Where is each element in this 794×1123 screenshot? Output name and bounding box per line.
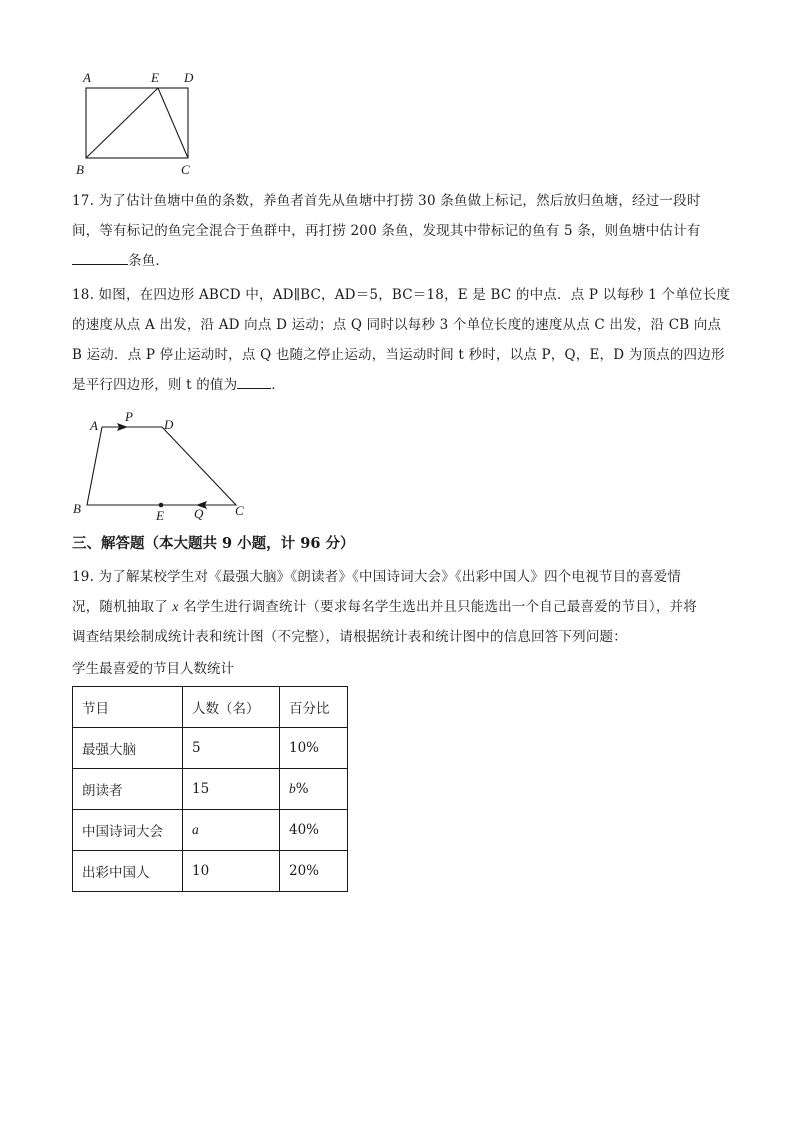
answer-blank-17[interactable] <box>72 250 128 265</box>
question-19-line-2-end: 名学生进行调查统计（要求每名学生选出并且只能选出一个自己最喜爱的节目），并将 <box>178 599 697 615</box>
cell-count: 10 <box>183 851 280 892</box>
question-17-line-1: 17. 为了估计鱼塘中鱼的条数，养鱼者首先从鱼塘中打捞 30 条鱼做上标记，然后放归鱼塘，经过一段时 <box>72 193 701 209</box>
cell-program: 中国诗词大会 <box>73 810 183 851</box>
trapezoid-figure <box>66 405 266 525</box>
percent-value: % <box>295 781 309 797</box>
table-row <box>73 769 348 810</box>
question-18 <box>72 280 732 400</box>
header-program: 节目 <box>73 687 183 728</box>
percent-value: 40% <box>289 822 320 838</box>
table-row <box>73 851 348 892</box>
cell-program: 最强大脑 <box>73 728 183 769</box>
question-17-line-3-text: 条鱼． <box>128 253 170 269</box>
cell-percent <box>280 810 348 851</box>
percent-value: 20% <box>289 863 320 879</box>
cell-percent <box>280 769 348 810</box>
label-e: E <box>156 508 164 523</box>
question-19 <box>72 562 732 652</box>
label-c: C <box>235 503 244 518</box>
percent-variable: b <box>289 781 296 796</box>
header-count: 人数（名） <box>183 687 280 728</box>
percent-value: 10% <box>289 740 320 756</box>
question-17-line-3 <box>72 246 732 276</box>
question-17-line-2: 间，等有标记的鱼完全混合于鱼群中，再打捞 200 条鱼，发现其中带标记的鱼有 5 条，则鱼塘中估计有 <box>72 223 701 239</box>
question-18-line-4-end: ． <box>271 377 286 393</box>
segment-be <box>86 88 158 158</box>
table-caption: 学生最喜爱的节目人数统计 <box>72 661 234 677</box>
answer-blank-18[interactable] <box>237 374 271 389</box>
question-19-line-2-start: 况，随机抽取了 <box>72 599 173 615</box>
label-p: P <box>125 409 133 424</box>
label-q: Q <box>194 506 204 521</box>
question-18-line-3: B 运动．点 P 停止运动时，点 Q 也随之停止运动，当运动时间 t 秒时，以点 P，Q，E，D 为顶点的四边形 <box>72 347 725 363</box>
cell-program: 朗读者 <box>73 769 183 810</box>
question-19-line-2 <box>72 592 732 622</box>
rectangle-figure <box>60 62 240 182</box>
cell-percent <box>280 728 348 769</box>
question-18-line-1: 18. 如图，在四边形 ABCD 中，AD∥BC，AD＝5，BC＝18，E 是 BC 的中点．点 P 以每秒 1 个单位长度 <box>72 287 731 303</box>
cell-count: 5 <box>183 728 280 769</box>
question-19-line-3: 调查结果绘制成统计表和统计图（不完整），请根据统计表和统计图中的信息回答下列问题： <box>72 629 627 645</box>
question-18-line-4 <box>72 370 732 400</box>
label-b: B <box>73 501 81 516</box>
header-percent: 百分比 <box>280 687 348 728</box>
label-a: A <box>90 418 98 433</box>
label-e: E <box>151 70 159 85</box>
section-heading: 三、解答题（本大题共 9 小题，计 96 分） <box>72 535 355 552</box>
table-row <box>73 810 348 851</box>
label-d: D <box>164 417 174 432</box>
cell-percent <box>280 851 348 892</box>
table-row <box>73 728 348 769</box>
cell-program: 出彩中国人 <box>73 851 183 892</box>
segment-ec <box>158 88 188 158</box>
question-17 <box>72 186 732 276</box>
variable-x: x <box>172 599 179 614</box>
label-d: D <box>184 70 194 85</box>
label-a: A <box>83 70 91 85</box>
cell-count: 15 <box>183 769 280 810</box>
label-b: B <box>76 162 84 177</box>
label-c: C <box>181 162 190 177</box>
question-19-line-1: 19. 为了解某校学生对《最强大脑》《朗读者》《中国诗词大会》《出彩中国人》四个电视节目的喜爱情 <box>72 569 682 585</box>
question-18-line-4-text: 是平行四边形，则 t 的值为 <box>72 377 238 393</box>
point-e <box>159 503 164 508</box>
trapezoid-abcd <box>87 427 236 505</box>
question-18-line-2: 的速度从点 A 出发，沿 AD 向点 D 运动；点 Q 同时以每秒 3 个单位长度的速度从点 C 出发，沿 CB 向点 <box>72 317 722 333</box>
table-header-row <box>73 687 348 728</box>
cell-count: a <box>183 810 280 851</box>
program-stats-table <box>72 686 348 892</box>
